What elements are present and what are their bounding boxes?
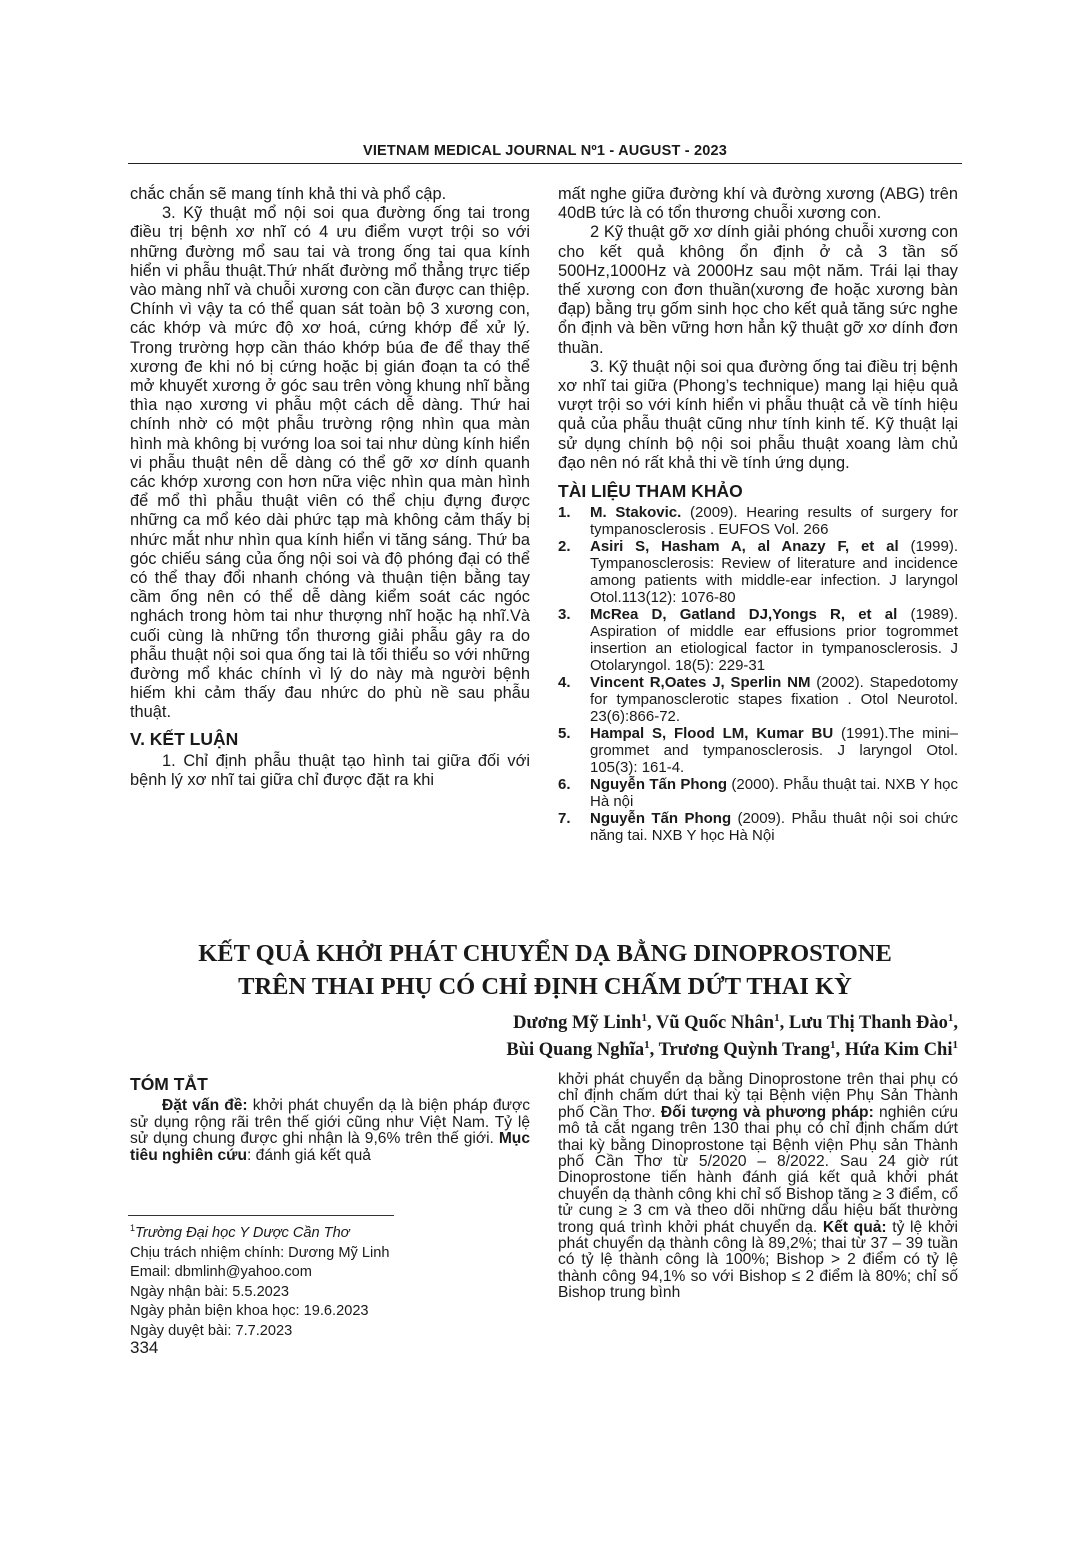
- reference-list: [558, 504, 958, 844]
- footnote: [130, 1224, 530, 1342]
- footnote-reviewed: Ngày phản biện khoa học: 19.6.2023: [130, 1303, 369, 1320]
- conclusion-paragraph-3: 3. Kỹ thuật mổ nội soi qua đường ống tai trong điều trị bệnh xơ nhĩ có 4 ưu điểm vượt trội so với những đường mổ sau tai và trong ống tai qua kính hiển vi phẫu thuật.Thứ nhất đường mổ thẳng trực tiếp vào màng nhĩ và chuỗi xương con cần được can thiệp. Chính vì vậy ta có thể quan sát toàn bộ 3 xương con, các khớp và mức độ xơ hoá, cứng khớp để xử lý. Trong trường hợp cần tháo khớp búa đe để thay thế xương đe khi nó bị cứng hoặc bị gián đoạn ta có thể mở khuyết xương ở góc sau trên vòng khung nhĩ bằng thìa nạo xương vi phẫu một cách dễ dàng. Thứ hai chính nhờ có một phẫu trường rộng nhìn qua màn hình mà không bị vướng loa soi tai như dùng kính hiển vi phẫu thuật nên dễ dàng có thể gỡ xơ dính quanh các khớp xương con hơn nữa việc nhìn qua màn hình để mổ thì phẫu thuật viên có thể chịu đựng được những ca mổ kéo dài phức tạp mà không cảm thấy bị nhức mắt như nhìn qua kính hiển vi tăng sáng. Thứ ba góc chiếu sáng của ống nội soi và độ phóng đại có thể có thể thay đổi nhanh chóng và thuận tiện bằng tay cầm ống nên có thể dễ dàng kiểm soát các ngóc nghách trong hòm tai như thượng nhĩ hoặc hạ nhĩ.Và cuối cùng là những tổn thương giải phẫu gây ra do phẫu thuật nội soi qua ống tai là tối thiểu so với những đường mổ khác chính vì lý do này mà người bệnh hiếm khi cảm thấy đau nhức do phù nề sau phẫu thuật.: [130, 204, 530, 722]
- conclusion-item-1: 1. Chỉ định phẫu thuật tạo hình tai giữa đối với bệnh lý xơ nhĩ tai giữa chỉ được đặt ra khi: [130, 751, 530, 790]
- left-column: [130, 185, 530, 790]
- header-rule: [128, 163, 962, 164]
- conclusion-item-2: 2 Kỹ thuật gỡ xơ dính giải phóng chuỗi xương con cho kết quả không ổn định ở cả 3 tần số 500Hz,1000Hz và 2000Hz sau một năm. Trái lại thay thế xương con đơn thuần(xương đe hoặc xương bàn đạp) bằng trụ gốm sinh học cho kết quả tăng sức nghe ổn định và bền vững hơn hẳn kỹ thuật gỡ xơ dính đơn thuần.: [558, 223, 958, 357]
- paragraph-continued: chắc chắn sẽ mang tính khả thi và phổ cập.: [130, 185, 447, 203]
- reference-item: 2. Asiri S, Hasham A, al Anazy F, et al (1999). Tympanosclerosis: Review of literature and incidence among patients with middle-ear infection. J laryngol Otol.113(12): 1076-80: [558, 538, 958, 607]
- author-line-1: Dương Mỹ Linh$^1$, Vũ Quốc Nhân$^1$, Lưu Thị Thanh Đào$^1$,: [513, 1011, 958, 1033]
- reference-item: 3. McRea D, Gatland DJ,Yongs R, et al (1989). Aspiration of middle ear effusions prior togrommet insertion an etiological factor in tympanosclerosis. J Otolaryngol. 18(5): 229-31: [558, 606, 958, 675]
- footnote-affiliation: $^1$Trường Đại học Y Dược Cần Thơ: [130, 1223, 350, 1241]
- author-line-2: Bùi Quang Nghĩa$^1$, Trương Quỳnh Trang$^1$, Hứa Kim Chi$^1$: [506, 1038, 958, 1060]
- author-name: Hứa Kim Chi: [844, 1040, 953, 1060]
- reference-item: 5. Hampal S, Flood LM, Kumar BU (1991).The mini–grommet and tympanosclerosis. J laryngol Otol. 105(3): 161-4.: [558, 725, 959, 777]
- footnote-received: Ngày nhận bài: 5.5.2023: [130, 1283, 290, 1300]
- article-title-line-2: TRÊN THAI PHỤ CÓ CHỈ ĐỊNH CHẤM DỨT THAI KỲ: [238, 973, 852, 1000]
- conclusion-item-1-cont: mất nghe giữa đường khí và đường xương (ABG) trên 40dB tức là có tổn thương chuỗi xương con.: [558, 185, 958, 223]
- article-title-line-1: KẾT QUẢ KHỞI PHÁT CHUYỂN DẠ BẰNG DINOPROSTONE: [198, 940, 892, 967]
- reference-item: 4. Vincent R,Oates J, Sperlin NM (2002). Stapedotomy for tympanosclerotic stapes fixation . Otol Neurotol. 23(6):866-72.: [558, 674, 958, 726]
- abstract-right: [558, 1072, 958, 1302]
- author-name: Vũ Quốc Nhân: [655, 1013, 775, 1033]
- abstract-paragraph: Đặt vấn đề: khởi phát chuyển dạ là biện pháp được sử dụng rộng rãi trên thế giới cũng như Việt Nam. Tỷ lệ sử dụng chung được ghi nhận là 9,6% trên thế giới. Mục tiêu nghiên cứu: đánh giá kết quả: [130, 1097, 530, 1164]
- abstract-heading: TÓM TẮT: [130, 1074, 208, 1094]
- author-name: Lưu Thị Thanh Đào: [788, 1013, 948, 1033]
- author-name: Bùi Quang Nghĩa: [506, 1040, 645, 1060]
- page-number: 334: [130, 1338, 159, 1357]
- abstract-left: [130, 1076, 530, 1164]
- footnote-rule: [128, 1215, 394, 1216]
- references-heading: TÀI LIỆU THAM KHẢO: [558, 481, 743, 502]
- footnote-responsible: Chịu trách nhiệm chính: Dương Mỹ Linh: [130, 1244, 390, 1261]
- footnote-accepted: Ngày duyệt bài: 7.7.2023: [130, 1322, 293, 1339]
- author-name: Trương Quỳnh Trang: [658, 1040, 831, 1060]
- author-name: Dương Mỹ Linh: [513, 1013, 642, 1033]
- right-column: [558, 185, 958, 844]
- reference-item: 7. Nguyễn Tấn Phong (2009). Phẫu thuât nội soi chức năng tai. NXB Y học Hà Nội: [558, 810, 958, 845]
- abstract-paragraph-cont: khởi phát chuyển dạ bằng Dinoprostone trên thai phụ có chỉ định chấm dứt thai kỳ tại Bệnh viện Phụ Sản Thành phố Cần Thơ. Đối tượng và phương pháp: nghiên cứu mô tả cắt ngang trên 130 thai phụ có chỉ định chấm dứt thai kỳ bằng Dinoprostone tại Bệnh viện Phụ sản Thành phố Cần Thơ từ 5/2020 – 8/2022. Sau 24 giờ rút Dinoprostone tiến hành đánh giá kết quả khởi phát chuyển dạ thành công khi chỉ số Bishop tăng ≥ 3 điểm, cổ tử cung ≥ 3 cm và theo dõi những dấu hiệu bất thường trong quá trình khởi phát chuyển dạ. Kết quả: tỷ lệ khởi phát chuyển dạ thành công là 89,2%; thai từ 37 – 39 tuần có tỷ lệ thành công là 100%; Bishop > 2 điểm có tỷ lệ thành công 94,1% so với Bishop ≤ 2 điểm là 80%; chỉ số Bishop trung bình: [558, 1071, 959, 1302]
- reference-item: 6. Nguyễn Tấn Phong (2000). Phẫu thuật tai. NXB Y học Hà nội: [558, 776, 959, 811]
- journal-header: VIETNAM MEDICAL JOURNAL Nº1 - AUGUST - 2023: [362, 143, 728, 159]
- footnote-email: Email: dbmlinh@yahoo.com: [130, 1264, 312, 1281]
- reference-item: 1. M. Stakovic. (2009). Hearing results of surgery for tympanosclerosis . EUFOS Vol. 266: [558, 504, 958, 539]
- section-heading-conclusion: V. KẾT LUẬN: [130, 728, 239, 749]
- conclusion-item-3: 3. Kỹ thuật nội soi qua đường ống tai điều trị bệnh xơ nhĩ tai giữa (Phong’s technique) mang lại hiệu quả vượt trội so với kính hiển vi phẫu thuật cả về tính hiệu quả của phẫu thuật cũng như tính kinh tế. Kỹ thuật lại sử dụng chính bộ nội soi phẫu thuật xoang làm chủ đạo nên nó rất khả thi về tính ứng dụng.: [558, 357, 958, 472]
